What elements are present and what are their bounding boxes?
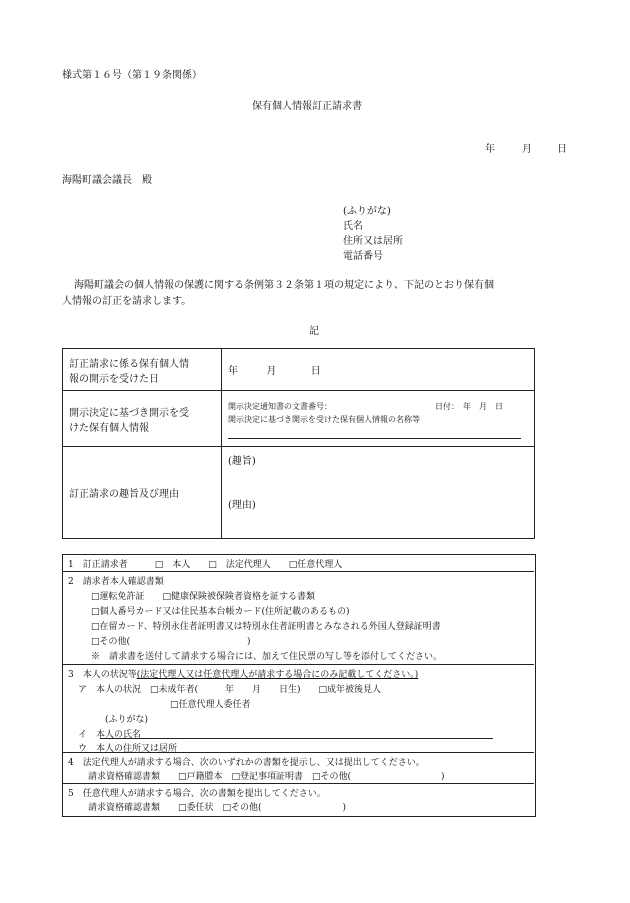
section3-title	[68, 667, 418, 680]
disclosed-info-name-label: 開示決定に基づき開示を受けた保有個人情報の名称等	[228, 415, 420, 424]
date-day-label: 日	[557, 144, 567, 155]
requester-address-label: 住所又は居所	[343, 236, 403, 247]
disclosed-info-label-line1: 開示決定に基づき開示を受	[69, 407, 189, 419]
disclosed-info-label	[63, 391, 222, 447]
section3-title-main: 3 本人の状況等	[68, 670, 137, 680]
disclosure-year-label: 年	[228, 366, 238, 377]
section1-requester-type[interactable]: 1 訂正請求者 □ 本人 □ 法定代理人 □任意代理人	[68, 560, 343, 570]
form-number: 様式第１６号（第１９条関係）	[62, 70, 202, 81]
disclosed-info-field[interactable]	[222, 391, 535, 447]
disclosure-month-label: 月	[266, 366, 277, 377]
requester-name-label: 氏名	[343, 221, 363, 232]
section5-documents[interactable]: 請求資格確認書類 □委任状 □その他( )	[88, 803, 347, 813]
principal-name-line[interactable]	[100, 738, 493, 739]
purpose-reason-row	[63, 447, 535, 539]
section3-title-note: (法定代理人又は任意代理人が請求する場合にのみ記載してください。)	[136, 670, 419, 680]
section4-instruction: 4 法定代理人が請求する場合、次のいずれかの書類を提示し、又は提出してください。	[68, 758, 425, 768]
correction-details-table	[62, 348, 535, 539]
requester-phone-label: 電話番号	[343, 251, 383, 262]
ki-heading: 記	[309, 326, 319, 337]
section2-note: ※ 請求書を送付して請求する場合には、加えて住民票の写し等を添付してください。	[91, 652, 443, 662]
requester-furigana-label: (ふりがな)	[343, 206, 391, 217]
section5-instruction: 5 任意代理人が請求する場合、次の書類を提出してください。	[68, 789, 326, 799]
disclosure-date-label-line1: 訂正請求に係る保有個人情	[69, 358, 189, 370]
disclosure-date-label	[63, 349, 222, 391]
date-year-label: 年	[485, 144, 495, 155]
disclosure-date-label-line2: 報の開示を受けた日	[69, 373, 159, 385]
body-text-line2: 人情報の訂正を請求します。	[62, 296, 192, 307]
divider-2-3	[62, 664, 534, 665]
disclosure-date-row	[63, 349, 535, 391]
disclosed-info-name-line	[228, 438, 521, 439]
purpose-reason-label: 訂正請求の趣旨及び理由	[63, 447, 222, 539]
reason-label: (理由)	[228, 500, 256, 511]
divider-4-5	[62, 783, 534, 784]
addressee: 海陽町議会議長 殿	[62, 175, 152, 186]
disclosed-info-label-line2: けた保有個人情報	[69, 422, 149, 434]
disclosed-info-row	[63, 391, 535, 447]
section2-option-license[interactable]: □運転免許証 □健康保険被保険者資格を証する書類	[91, 592, 316, 602]
section4-documents[interactable]: 請求資格確認書類 □戸籍謄本 □登記事項証明書 □その他( )	[88, 772, 445, 782]
purpose-reason-field[interactable]	[222, 447, 535, 539]
body-text-line1: 海陽町議会の個人情報の保護に関する条例第３２条第１項の規定により、下記のとおり保有個	[74, 280, 494, 291]
section3-principal-address-label: ウ 本人の住所又は居所	[78, 744, 178, 754]
date-month-label: 月	[522, 144, 532, 155]
section2-option-mynumber[interactable]: □個人番号カード又は住民基本台帳カード(住所記載のあるもの)	[91, 607, 350, 617]
purpose-label: (趣旨)	[228, 456, 256, 467]
disclosure-day-label: 日	[310, 366, 321, 377]
disclosure-date-field[interactable]	[222, 349, 535, 391]
document-title: 保有個人情報訂正請求書	[252, 101, 362, 112]
section3-option-voluntary[interactable]: □任意代理人委任者	[170, 700, 251, 710]
divider-1-2	[62, 571, 534, 572]
section3-status-options[interactable]: ア 本人の状況 □未成年者( 年 月 日生) □成年被後見人	[78, 685, 382, 695]
section3-furigana-label: (ふりがな)	[105, 715, 149, 725]
section2-option-residence-card[interactable]: □在留カード、特別永住者証明書又は特別永住者証明書とみなされる外国人登録証明書	[91, 622, 441, 632]
notice-document-number-label: 開示決定通知書の文書番号：	[228, 402, 332, 411]
section2-option-other[interactable]: □その他( )	[91, 637, 251, 647]
section2-title: 2 請求者本人確認書類	[68, 577, 164, 587]
section3-principal-name-label: イ 本人の氏名	[78, 730, 142, 740]
notice-date-label: 日付： 年 月 日	[435, 402, 503, 411]
principal-address-line[interactable]	[100, 752, 493, 753]
